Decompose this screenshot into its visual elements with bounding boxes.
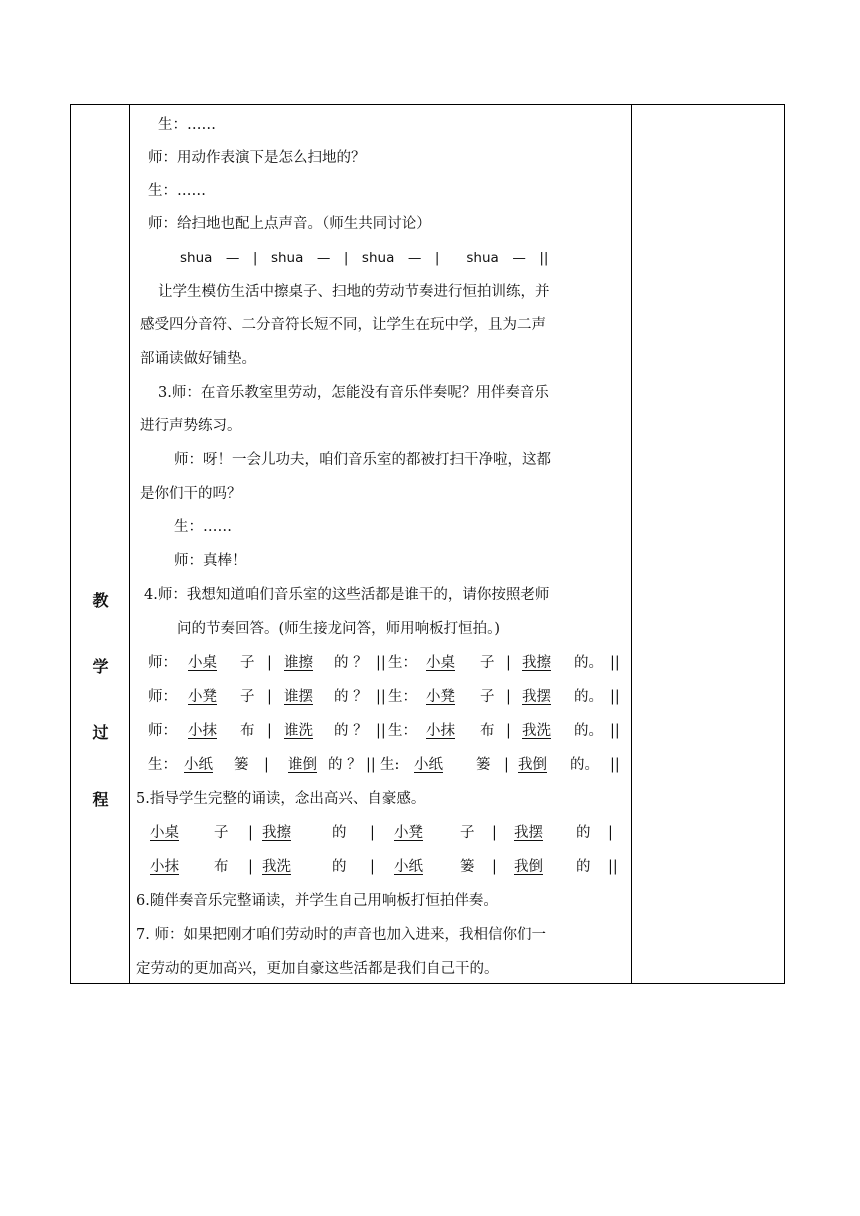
speaker: 生： [148,757,177,773]
label-char: 程 [92,790,109,809]
recital-word: 我倒 [514,859,543,875]
text-line: 师：呀！一会儿功夫，咱们音乐室的都被打扫干净啦，这都 [174,452,551,468]
dialog-word: 子 [480,655,495,671]
dialog-word: 子 [480,689,495,705]
recital-word: 我摆 [514,825,543,841]
dialog-row [130,685,632,709]
dialog-word: 谁摆 [284,689,313,705]
bar-line: | [267,723,272,739]
dialog-word: 小凳 [188,689,217,705]
dialog-word: 谁洗 [284,723,313,739]
bar-line: | [492,825,497,841]
lesson-content [130,105,632,983]
dialog-word: 布 [480,723,495,739]
dialog-word: 的。 [574,723,603,739]
text-line: 3.师：在音乐教室里劳动，怎能没有音乐伴奏呢？用伴奏音乐 [158,385,549,401]
text-line: 生：…… [158,117,216,133]
speaker: 生： [388,723,417,739]
rhythm-line: shua — | shua — | shua — | shua — || [180,250,549,266]
text-line: 4.师：我想知道咱们音乐室的这些活都是谁干的，请你按照老师 [144,587,550,603]
speaker: 师： [148,655,177,671]
speaker: 师： [148,689,177,705]
dialog-word: 子 [240,689,255,705]
dialog-word: 我倒 [518,757,547,773]
text-line: 7. 师：如果把刚才咱们劳动时的声音也加入进来，我相信你们一 [136,927,546,943]
bar-line: | [264,757,269,773]
dialog-word: 的。 [574,655,603,671]
dialog-word: 谁倒 [288,757,317,773]
text-line: 让学生模仿生活中擦桌子、扫地的劳动节奏进行恒拍训练，并 [158,284,550,300]
dialog-word: 的 ？ [334,723,368,739]
recital-word: 我洗 [262,859,291,875]
speaker: 生： [388,655,417,671]
dialog-row [130,719,632,743]
dialog-word: 小抹 [188,723,217,739]
dialog-word: 我摆 [522,689,551,705]
recital-word: 小凳 [394,825,423,841]
recital-word: 篓 [460,859,475,875]
recital-row [130,855,632,879]
text-line: 定劳动的更加高兴，更加自豪这些活都是我们自己干的。 [136,961,499,977]
dialog-word: 布 [240,723,255,739]
recital-word: 子 [214,825,229,841]
recital-word: 我擦 [262,825,291,841]
recital-row [130,821,632,845]
text-line: 进行声势练习。 [140,418,242,434]
bar-line: | [506,689,511,705]
bar-line: || [376,689,386,705]
text-line: 6.随伴奏音乐完整诵读，并学生自己用响板打恒拍伴奏。 [136,893,498,909]
label-char: 学 [92,657,109,676]
text-line: 感受四分音符、二分音符长短不同，让学生在玩中学，且为二声 [140,317,546,333]
text-line: 部诵读做好铺垫。 [140,351,256,367]
dialog-word: 小桌 [188,655,217,671]
bar-line: | [370,859,375,875]
dialog-word: 子 [240,655,255,671]
dialog-word: 的 ？ [334,655,368,671]
bar-line: || [366,757,376,773]
bar-line: || [610,689,620,705]
dialog-word: 我洗 [522,723,551,739]
recital-word: 的 [332,825,347,841]
dialog-word: 小凳 [426,689,455,705]
recital-word: 的 [332,859,347,875]
bar-line: || [608,859,618,875]
text-line: 是你们干的吗？ [140,486,242,502]
text-line: 问的节奏回答。(师生接龙问答，师用响板打恒拍。) [177,621,501,637]
dialog-word: 小桌 [426,655,455,671]
speaker: 师： [148,723,177,739]
dialog-word: 谁擦 [284,655,313,671]
bar-line: | [492,859,497,875]
recital-word: 的 [576,825,591,841]
recital-word: 小纸 [394,859,423,875]
dialog-word: 的 ？ [334,689,368,705]
bar-line: | [248,825,253,841]
section-label [71,105,130,983]
dialog-word: 小抹 [426,723,455,739]
recital-word: 子 [460,825,475,841]
bar-line: | [504,757,509,773]
dialog-row [130,651,632,675]
speaker: 生: [380,757,400,773]
recital-word: 布 [214,859,229,875]
bar-line: | [506,723,511,739]
text-line: 师：给扫地也配上点声音。（师生共同讨论） [148,216,431,232]
bar-line: | [267,689,272,705]
bar-line: || [376,723,386,739]
bar-line: || [610,757,620,773]
speaker: 生： [388,689,417,705]
bar-line: | [248,859,253,875]
text-line: 5.指导学生完整的诵读，念出高兴、自豪感。 [136,791,426,807]
bar-line: || [610,655,620,671]
dialog-row [130,753,632,777]
dialog-word: 的 ？ [328,757,362,773]
bar-line: | [370,825,375,841]
recital-word: 小抹 [150,859,179,875]
text-line: 生：…… [174,519,232,535]
dialog-word: 我擦 [522,655,551,671]
label-char: 教 [92,591,109,610]
recital-word: 小桌 [150,825,179,841]
text-line: 生：…… [148,183,206,199]
label-char: 过 [92,723,109,742]
dialog-word: 小纸 [184,757,213,773]
dialog-word: 篓 [476,757,491,773]
dialog-word: 的。 [570,757,599,773]
dialog-word: 的。 [574,689,603,705]
dialog-word: 小纸 [414,757,443,773]
bar-line: | [267,655,272,671]
bar-line: || [610,723,620,739]
bar-line: || [376,655,386,671]
dialog-word: 篓 [234,757,249,773]
bar-line: | [506,655,511,671]
text-line: 师：用动作表演下是怎么扫地的？ [148,150,366,166]
lesson-table [70,104,785,984]
text-line: 师：真棒！ [174,553,247,569]
recital-word: 的 [576,859,591,875]
bar-line: | [608,825,613,841]
